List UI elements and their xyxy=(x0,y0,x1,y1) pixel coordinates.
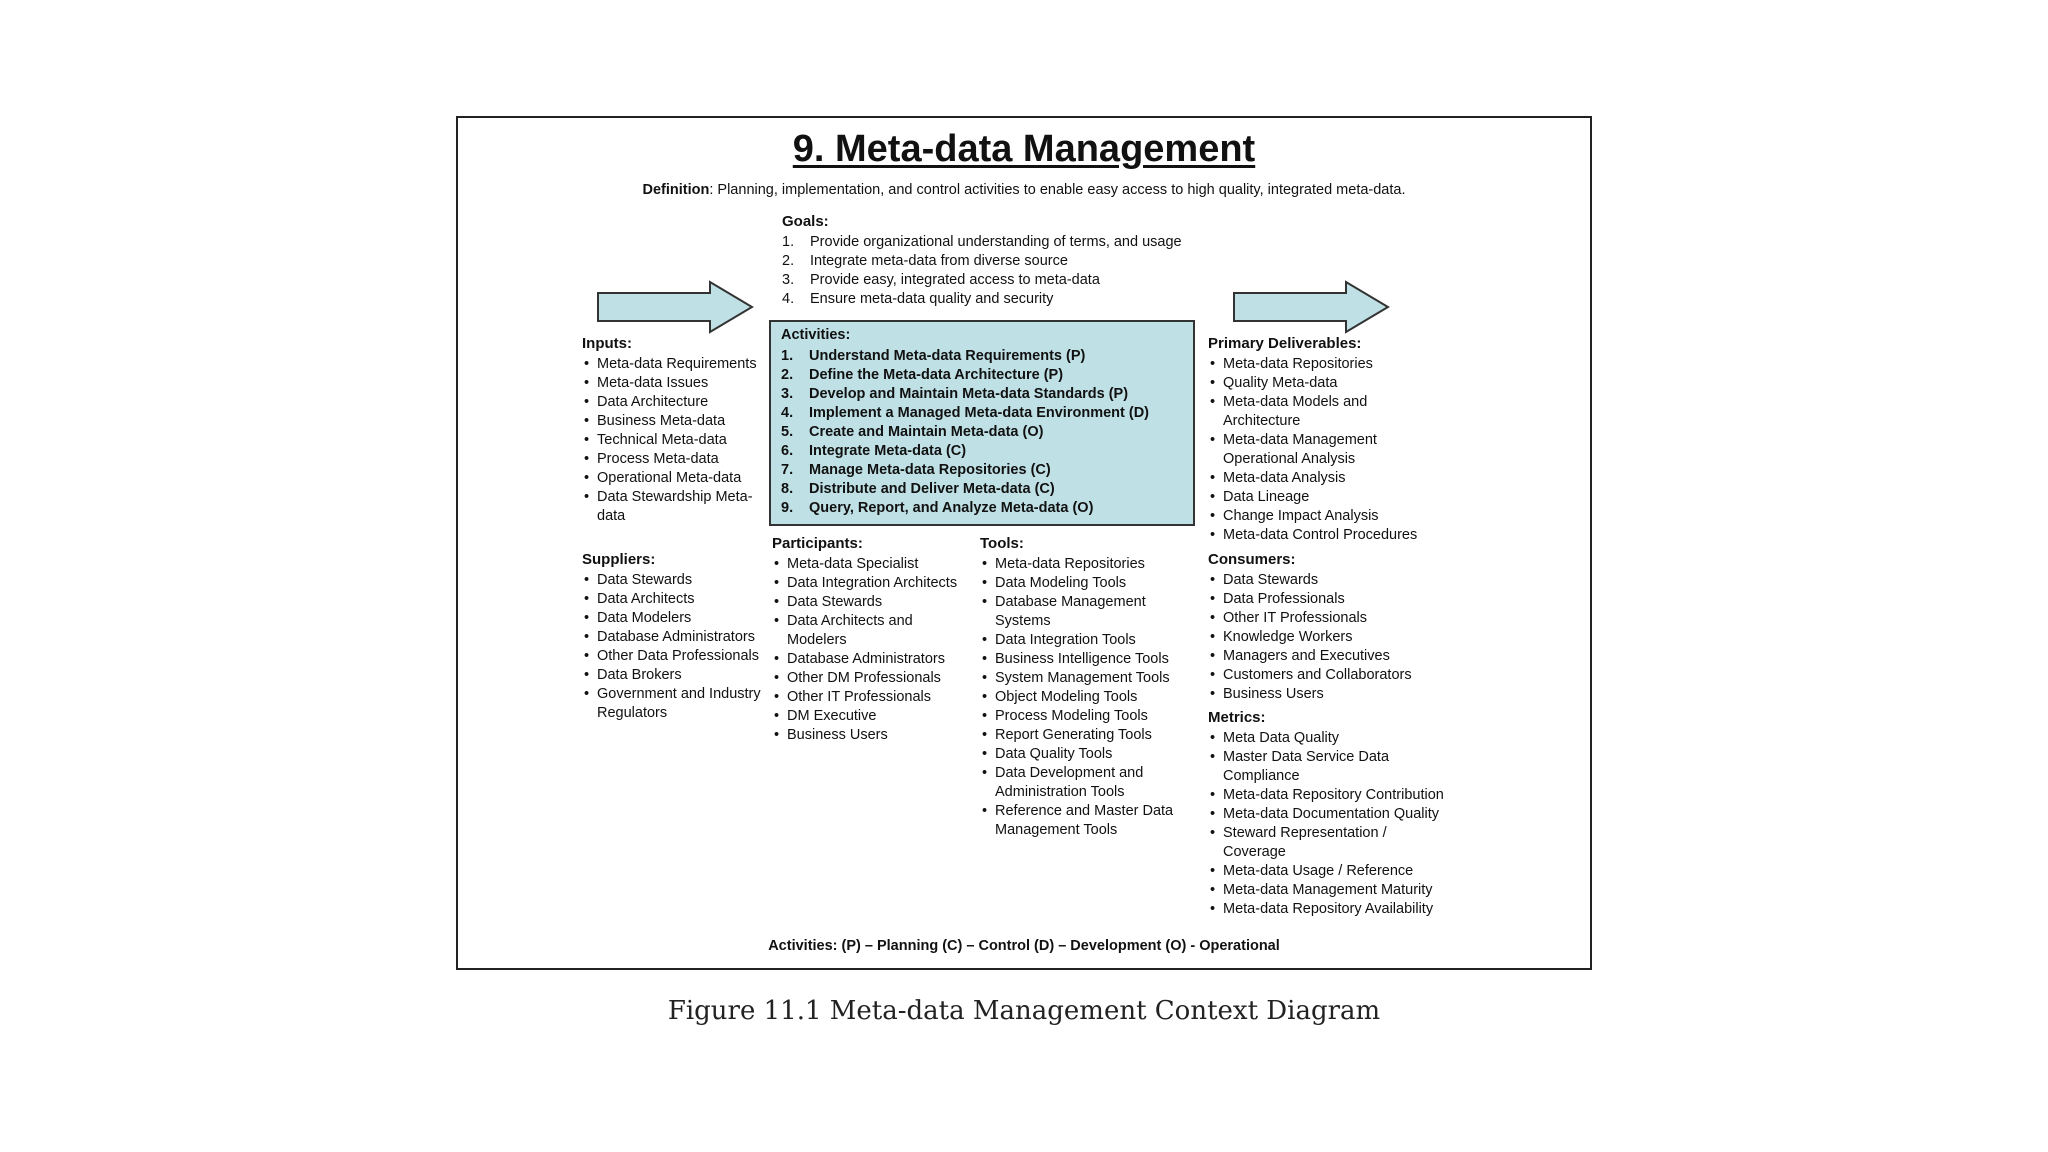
list-item: • Data Integration Architects xyxy=(772,574,972,593)
participants-list xyxy=(772,555,972,745)
participants-section xyxy=(772,534,972,745)
list-item: • Data Architects and Modelers xyxy=(772,612,972,650)
deliverables-label: Primary Deliverables: xyxy=(1208,335,1362,352)
list-item: • Data Stewards xyxy=(1208,571,1468,590)
consumers-list xyxy=(1208,571,1468,704)
list-item: • Other Data Professionals xyxy=(582,647,762,666)
list-item: • Quality Meta-data xyxy=(1208,374,1468,393)
list-item: • Meta-data Specialist xyxy=(772,555,972,574)
list-item: • Data Stewards xyxy=(772,593,972,612)
list-item: • Change Impact Analysis xyxy=(1208,507,1468,526)
list-item: 9. Query, Report, and Analyze Meta-data (O) xyxy=(781,500,1094,516)
activity-legend: Activities: (P) – Planning (C) – Control (D) – Development (O) - Operational xyxy=(768,938,1280,954)
list-item: • Report Generating Tools xyxy=(980,726,1194,745)
list-item: 3. Develop and Maintain Meta-data Standards (P) xyxy=(781,386,1129,402)
list-item: • Master Data Service Data Compliance xyxy=(1208,748,1423,786)
list-item: 6. Integrate Meta-data (C) xyxy=(781,443,967,459)
list-item: • Meta-data Repository Availability xyxy=(1208,900,1478,919)
list-item: • Data Architecture xyxy=(582,393,762,412)
list-item: • Operational Meta-data xyxy=(582,469,762,488)
deliverables-list xyxy=(1208,355,1468,545)
activities-box xyxy=(769,320,1195,526)
list-item: • Data Modelers xyxy=(582,609,762,628)
definition xyxy=(458,182,1590,198)
list-item: 3. Provide easy, integrated access to meta-data xyxy=(782,272,1100,288)
list-item: • Meta-data Control Procedures xyxy=(1208,526,1468,545)
list-item: 2. Define the Meta-data Architecture (P) xyxy=(781,367,1064,383)
list-item: • Reference and Master Data Management Tools xyxy=(980,802,1194,840)
list-item: • Other DM Professionals xyxy=(772,669,972,688)
list-item: • Object Modeling Tools xyxy=(980,688,1194,707)
list-item: • Process Modeling Tools xyxy=(980,707,1194,726)
list-item: • Data Stewardship Meta-data xyxy=(582,488,762,526)
definition-text: : Planning, implementation, and control activities to enable easy access to high quality, integrated meta-data. xyxy=(709,182,1406,198)
inputs-list xyxy=(582,355,762,526)
list-item: • Customers and Collaborators xyxy=(1208,666,1468,685)
list-item: • Database Management Systems xyxy=(980,593,1194,631)
list-item: • Meta-data Repository Contribution xyxy=(1208,786,1478,805)
list-item: • Other IT Professionals xyxy=(1208,609,1468,628)
list-item: • Meta-data Repositories xyxy=(1208,355,1468,374)
metrics-list xyxy=(1208,729,1478,919)
list-item: • Data Quality Tools xyxy=(980,745,1194,764)
list-item: • Business Users xyxy=(772,726,972,745)
list-item: • Technical Meta-data xyxy=(582,431,762,450)
list-item: • Meta-data Documentation Quality xyxy=(1208,805,1478,824)
list-item: • Meta-data Analysis xyxy=(1208,469,1468,488)
input-arrow-icon xyxy=(596,280,756,334)
consumers-section xyxy=(1208,550,1468,704)
list-item: • Steward Representation / Coverage xyxy=(1208,824,1423,862)
inputs-label: Inputs: xyxy=(582,335,632,352)
list-item: • DM Executive xyxy=(772,707,972,726)
diagram-title: 9. Meta-data Management xyxy=(792,128,1256,170)
output-arrow-icon xyxy=(1232,280,1392,334)
suppliers-section xyxy=(582,550,762,723)
list-item: • Meta-data Usage / Reference xyxy=(1208,862,1478,881)
suppliers-label: Suppliers: xyxy=(582,551,656,568)
list-item: • Data Lineage xyxy=(1208,488,1468,507)
tools-label: Tools: xyxy=(980,535,1024,552)
metrics-label: Metrics: xyxy=(1208,709,1266,726)
list-item: 5. Create and Maintain Meta-data (O) xyxy=(781,424,1044,440)
list-item: • Meta-data Management Operational Analysis xyxy=(1208,431,1423,469)
metrics-section xyxy=(1208,708,1478,919)
list-item: • Business Meta-data xyxy=(582,412,762,431)
list-item: • Meta-data Requirements xyxy=(582,355,762,374)
list-item: • Meta-data Repositories xyxy=(980,555,1194,574)
activities-label: Activities: xyxy=(781,327,851,343)
list-item: • Knowledge Workers xyxy=(1208,628,1468,647)
list-item: • Meta-data Management Maturity xyxy=(1208,881,1478,900)
participants-label: Participants: xyxy=(772,535,863,552)
tools-section xyxy=(980,534,1194,840)
list-item: • System Management Tools xyxy=(980,669,1194,688)
list-item: • Data Stewards xyxy=(582,571,762,590)
goals-section xyxy=(782,212,1242,309)
list-item: • Meta Data Quality xyxy=(1208,729,1478,748)
list-item: 8. Distribute and Deliver Meta-data (C) xyxy=(781,481,1055,497)
list-item: • Database Administrators xyxy=(772,650,972,669)
deliverables-section xyxy=(1208,334,1468,545)
list-item: • Government and Industry Regulators xyxy=(582,685,762,723)
list-item: • Data Architects xyxy=(582,590,762,609)
list-item: • Data Brokers xyxy=(582,666,762,685)
list-item: 2. Integrate meta-data from diverse source xyxy=(782,253,1068,269)
inputs-section xyxy=(582,334,762,526)
figure-caption: Figure 11.1 Meta-data Management Context Diagram xyxy=(667,996,1381,1026)
list-item: • Database Administrators xyxy=(582,628,762,647)
list-item: • Meta-data Models and Architecture xyxy=(1208,393,1393,431)
list-item: • Process Meta-data xyxy=(582,450,762,469)
list-item: • Managers and Executives xyxy=(1208,647,1468,666)
list-item: 7. Manage Meta-data Repositories (C) xyxy=(781,462,1051,478)
goals-list xyxy=(782,233,1242,309)
suppliers-list xyxy=(582,571,762,723)
goals-label: Goals: xyxy=(782,213,829,230)
list-item: • Other IT Professionals xyxy=(772,688,972,707)
activities-list xyxy=(781,347,1183,518)
list-item: • Meta-data Issues xyxy=(582,374,762,393)
list-item: • Data Modeling Tools xyxy=(980,574,1194,593)
tools-list xyxy=(980,555,1194,840)
list-item: 4. Implement a Managed Meta-data Environment (D) xyxy=(781,405,1149,421)
list-item: 4. Ensure meta-data quality and security xyxy=(782,291,1054,307)
list-item: • Data Integration Tools xyxy=(980,631,1194,650)
diagram-frame xyxy=(456,116,1592,970)
consumers-label: Consumers: xyxy=(1208,551,1296,568)
list-item: • Data Development and Administration Tools xyxy=(980,764,1194,802)
list-item: 1. Provide organizational understanding of terms, and usage xyxy=(782,234,1182,250)
list-item: • Business Users xyxy=(1208,685,1468,704)
list-item: 1. Understand Meta-data Requirements (P) xyxy=(781,348,1086,364)
definition-label: Definition xyxy=(642,182,710,198)
list-item: • Data Professionals xyxy=(1208,590,1468,609)
list-item: • Business Intelligence Tools xyxy=(980,650,1194,669)
